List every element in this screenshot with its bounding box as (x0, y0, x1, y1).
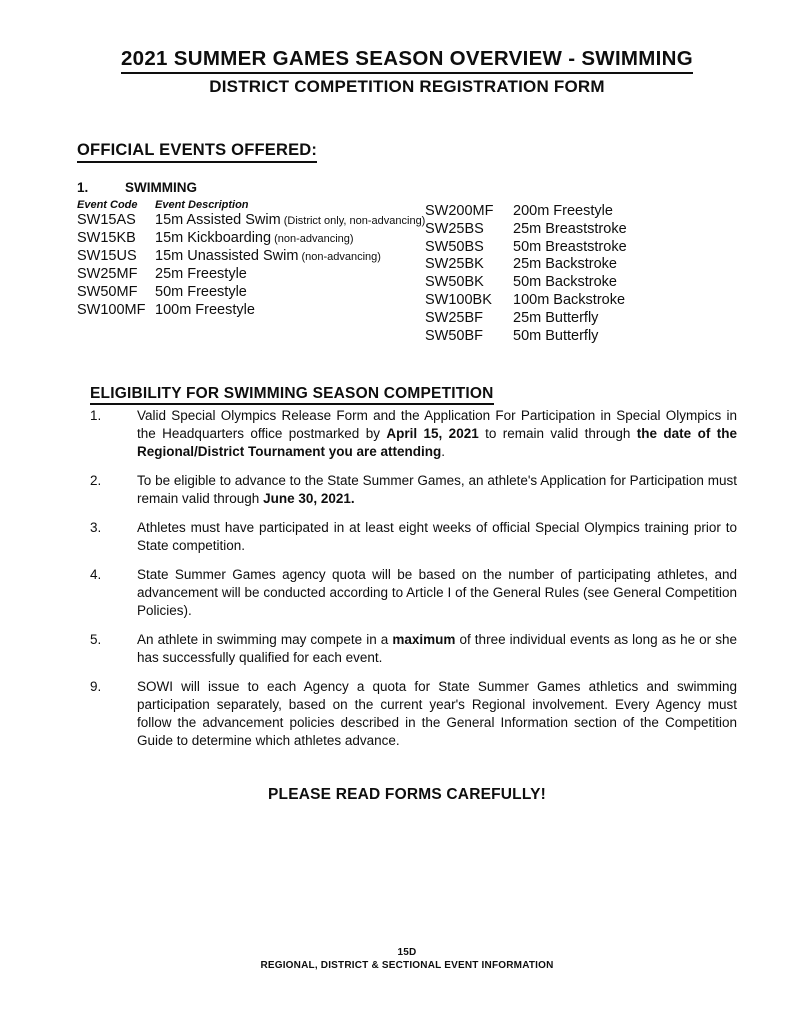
event-code: SW25MF (77, 266, 138, 282)
event-row (77, 284, 425, 302)
event-row (77, 302, 425, 320)
eligibility-item-text: Athletes must have participated in at least eight weeks of official Special Olympics training prior to State competition. (137, 520, 737, 554)
eligibility-item (90, 519, 737, 555)
event-code: SW25BS (425, 220, 484, 237)
document-header (0, 0, 791, 97)
eligibility-section (90, 385, 737, 750)
events-group-title: SWIMMING (125, 180, 197, 195)
event-description (155, 302, 258, 320)
event-description-text: 50m Breaststroke (513, 238, 627, 255)
event-description (155, 266, 250, 284)
eligibility-list (90, 407, 737, 750)
event-row (425, 328, 737, 346)
eligibility-item-text: State Summer Games agency quota will be based on the number of participating athletes, and advancement will be conducted according to Article I of the General Rules (see General Competition Policies). (137, 567, 737, 619)
document-body (0, 141, 791, 804)
event-row (425, 239, 737, 257)
event-code: SW50BS (425, 238, 484, 255)
event-description (513, 310, 598, 328)
eligibility-item (90, 472, 737, 508)
footer-section-line: REGIONAL, DISTRICT & SECTIONAL EVENT INFORMATION (260, 960, 554, 971)
events-list-right (425, 203, 737, 345)
page-title (23, 47, 791, 74)
eligibility-item-number: 4. (90, 567, 102, 583)
events-group-swimming (77, 180, 737, 345)
eligibility-heading-text: ELIGIBILITY FOR SWIMMING SEASON COMPETITION (90, 385, 494, 405)
event-row (425, 292, 737, 310)
event-description-text: 200m Freestyle (513, 203, 613, 219)
event-description-text: 15m Unassisted Swim (155, 248, 299, 264)
event-description (513, 274, 617, 292)
event-code: SW50BF (425, 327, 484, 344)
event-description (513, 292, 625, 310)
eligibility-item-number: 1. (90, 408, 102, 424)
event-row (77, 266, 425, 284)
event-description-text: 25m Backstroke (513, 256, 617, 273)
events-column-left (77, 198, 425, 345)
event-row (425, 203, 737, 221)
events-column-headers (77, 198, 425, 212)
page-footer (0, 946, 791, 972)
event-code: SW25BF (425, 309, 484, 326)
event-description-text: 100m Freestyle (155, 302, 255, 318)
event-code: SW15KB (77, 230, 136, 246)
event-description-text: 15m Assisted Swim (155, 212, 281, 228)
event-code: SW100BK (425, 291, 492, 308)
event-row (77, 248, 425, 266)
eligibility-item-text: Valid Special Olympics Release Form and the Application For Participation in Special Olympics in the Headquarters office postmarked by April 15, 2021 to remain valid through the date of the Regional/District Tournament you are attending. (137, 408, 737, 460)
event-description-text: 50m Butterfly (513, 327, 599, 344)
event-description-header: Event Description (155, 199, 249, 211)
event-row (425, 274, 737, 292)
event-description (513, 256, 617, 274)
eligibility-item (90, 407, 737, 461)
eligibility-heading (90, 385, 737, 405)
events-group-title-row (77, 180, 737, 196)
event-code: SW200MF (425, 203, 494, 219)
event-row (77, 212, 425, 230)
event-note: (non-advancing) (301, 251, 381, 263)
event-description (155, 230, 354, 248)
event-description-text: 50m Backstroke (513, 274, 617, 291)
eligibility-item-number: 2. (90, 473, 102, 489)
event-description (513, 221, 627, 239)
event-description-text: 15m Kickboarding (155, 230, 272, 246)
footer-page-number: 15D (397, 947, 417, 958)
event-note: (non-advancing) (274, 233, 354, 245)
event-description (155, 212, 425, 230)
event-description-text: 100m Backstroke (513, 291, 626, 308)
event-description-text: 25m Breaststroke (513, 220, 627, 237)
event-code: SW15US (77, 248, 137, 264)
eligibility-item-text: An athlete in swimming may compete in a maximum of three individual events as long as he or she has successfully qualified for each event. (137, 632, 737, 666)
event-description-text: 25m Butterfly (513, 309, 599, 326)
event-row (425, 221, 737, 239)
read-forms-notice: PLEASE READ FORMS CAREFULLY! (267, 786, 546, 804)
page-subtitle: DISTRICT COMPETITION REGISTRATION FORM (209, 77, 605, 96)
event-description (513, 203, 613, 221)
eligibility-item-text: To be eligible to advance to the State Summer Games, an athlete's Application for Participation must remain valid through June 30, 2021. (137, 473, 737, 507)
events-list-left (77, 212, 425, 320)
event-description (513, 328, 598, 346)
eligibility-item-text: SOWI will issue to each Agency a quota for State Summer Games athletics and swimming participation separately, based on the current year's Regional involvement. Every Agency must follow the advancement policies described in the General Information section of the Competition Guide to determine which athletes advance. (137, 679, 737, 749)
official-events-heading-text: OFFICIAL EVENTS OFFERED: (77, 141, 317, 163)
event-code-header: Event Code (77, 199, 138, 211)
eligibility-item (90, 566, 737, 620)
event-description (155, 284, 250, 302)
eligibility-item-number: 3. (90, 520, 102, 536)
events-column-right (425, 203, 737, 345)
eligibility-item (90, 678, 737, 750)
event-row (425, 310, 737, 328)
event-description (155, 248, 381, 266)
page-title-text: 2021 SUMMER GAMES SEASON OVERVIEW - SWIMMING (121, 47, 693, 74)
event-description-text: 25m Freestyle (155, 266, 247, 282)
event-note: (District only, non-advancing) (283, 215, 426, 227)
event-code: SW50BK (425, 274, 484, 291)
events-group-number: 1. (77, 180, 89, 195)
event-description (513, 239, 627, 257)
event-code: SW15AS (77, 212, 136, 228)
event-row (425, 256, 737, 274)
event-code: SW50MF (77, 284, 138, 300)
events-columns (77, 198, 737, 345)
eligibility-item (90, 631, 737, 667)
event-description-text: 50m Freestyle (155, 284, 247, 300)
event-code: SW100MF (77, 302, 146, 318)
event-code: SW25BK (425, 256, 484, 273)
official-events-heading (77, 141, 737, 163)
eligibility-item-number: 5. (90, 632, 102, 648)
eligibility-item-number: 9. (90, 679, 102, 695)
event-row (77, 230, 425, 248)
